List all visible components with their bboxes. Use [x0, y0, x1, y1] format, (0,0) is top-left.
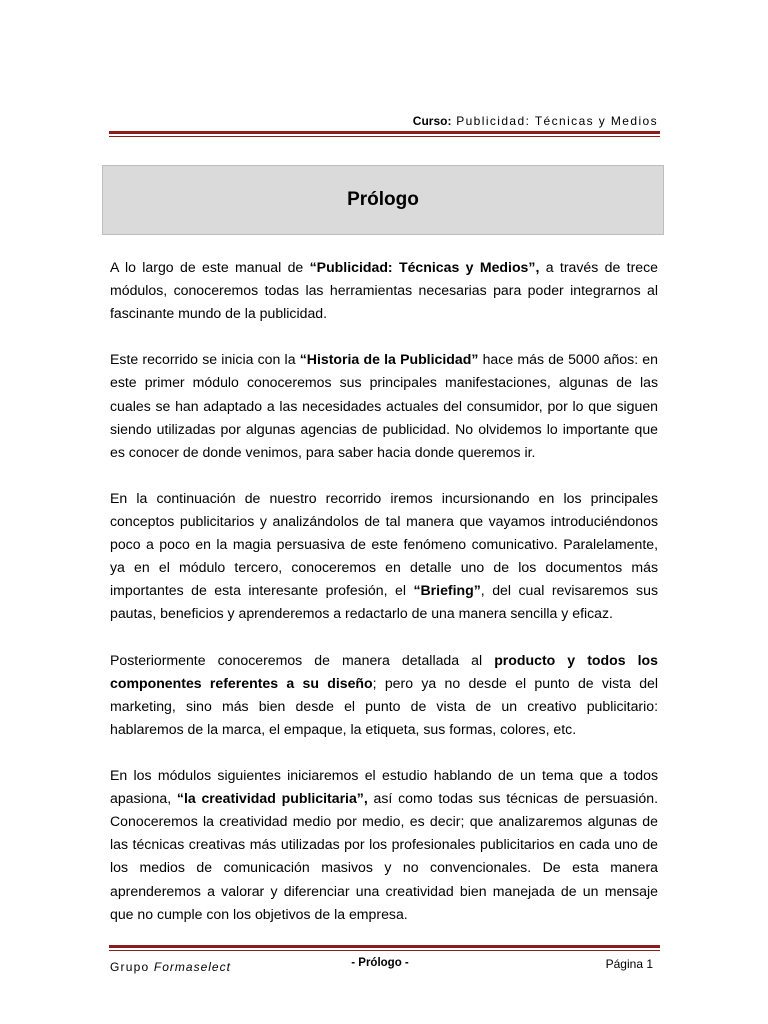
- paragraph-text: así como todas sus técnicas de persuasión. Conoceremos la creatividad medio por medio, es decir; que analizaremos algunas de las técnicas creativas más utilizadas por los profesionales publicitarios en cada uno de los medios de comunicación masivos y no convencionales. De esta manera aprenderemos a valorar y diferenciar una creatividad bien manejada de un mensaje que no cumple con los objetivos de la empresa.: [110, 790, 659, 922]
- paragraph: [110, 764, 658, 926]
- paragraph-bold: “Briefing”: [413, 582, 481, 599]
- footer-group-name: Formaselect: [153, 960, 231, 974]
- paragraph-bold: “Publicidad: Técnicas y Medios”,: [309, 259, 540, 275]
- paragraph: [110, 649, 658, 741]
- paragraph-text: A lo largo de este manual de: [110, 259, 310, 275]
- course-name: Publicidad: Técnicas y Medios: [456, 114, 658, 128]
- paragraph-text: hace más de 5000 años: en este primer módulo conoceremos sus principales manifestaciones, algunas de las cuales se han adaptado a las necesidades actuales del consumidor, por lo que siguen siendo utilizadas por algunas agencias de publicidad. No olvidemos lo importante que es conocer de donde venimos, para saber hacia donde queremos ir.: [110, 351, 658, 460]
- page-number: Página 1: [605, 957, 653, 971]
- footer-section: - Prólogo -: [351, 957, 409, 969]
- footer-group: [110, 960, 231, 974]
- paragraph-text: , del cual revisaremos sus pautas, beneficios y aprenderemos a redactarlo de una manera sencilla y eficaz.: [110, 582, 658, 622]
- paragraph-bold: “Historia de la Publicidad”: [299, 351, 479, 368]
- paragraph-text: Posteriormente conoceremos de manera detallada al: [110, 651, 495, 668]
- header-rule-thick: [109, 131, 660, 134]
- course-header: [413, 114, 658, 128]
- paragraph-text: a través de trece módulos, conoceremos todas las herramientas necesarias para poder integrarnos al fascinante mundo de la publicidad.: [110, 259, 658, 322]
- body-text: [110, 256, 658, 949]
- footer-rule-thin: [109, 950, 660, 951]
- title-box: [102, 165, 664, 235]
- paragraph: [110, 487, 658, 626]
- paragraph: [110, 256, 658, 325]
- paragraph-bold: “la creatividad publicitaria”,: [176, 790, 368, 807]
- paragraph-text: Este recorrido se inicia con la: [110, 351, 300, 368]
- paragraph-text: En la continuación de nuestro recorrido iremos incursionando en los principales conceptos publicitarios y analizándolos de tal manera que vayamos introduciéndonos poco a poco en la magia persuasiva de este fenómeno comunicativo. Paralelamente, ya en el módulo tercero, conoceremos en detalle uno de los documentos más importantes de esta interesante profesión, el: [110, 489, 658, 599]
- paragraph-bold: producto y todos los componentes referentes a su diseño: [110, 651, 658, 691]
- paragraph-text: En los módulos siguientes iniciaremos el estudio hablando de un tema que a todos apasiona,: [110, 767, 658, 807]
- paragraph: [110, 348, 658, 463]
- footer-group-label: Grupo: [110, 960, 150, 974]
- footer-rule-thick: [109, 945, 660, 948]
- header-rule-thin: [109, 136, 660, 137]
- course-label: Curso:: [412, 114, 452, 128]
- paragraph-text: ; pero ya no desde el punto de vista del marketing, sino más bien desde el punto de vista de un creativo publicitario: hablaremos de la marca, el empaque, la etiqueta, sus formas, colores, etc.: [110, 674, 659, 737]
- page-title: Prólogo: [347, 189, 419, 210]
